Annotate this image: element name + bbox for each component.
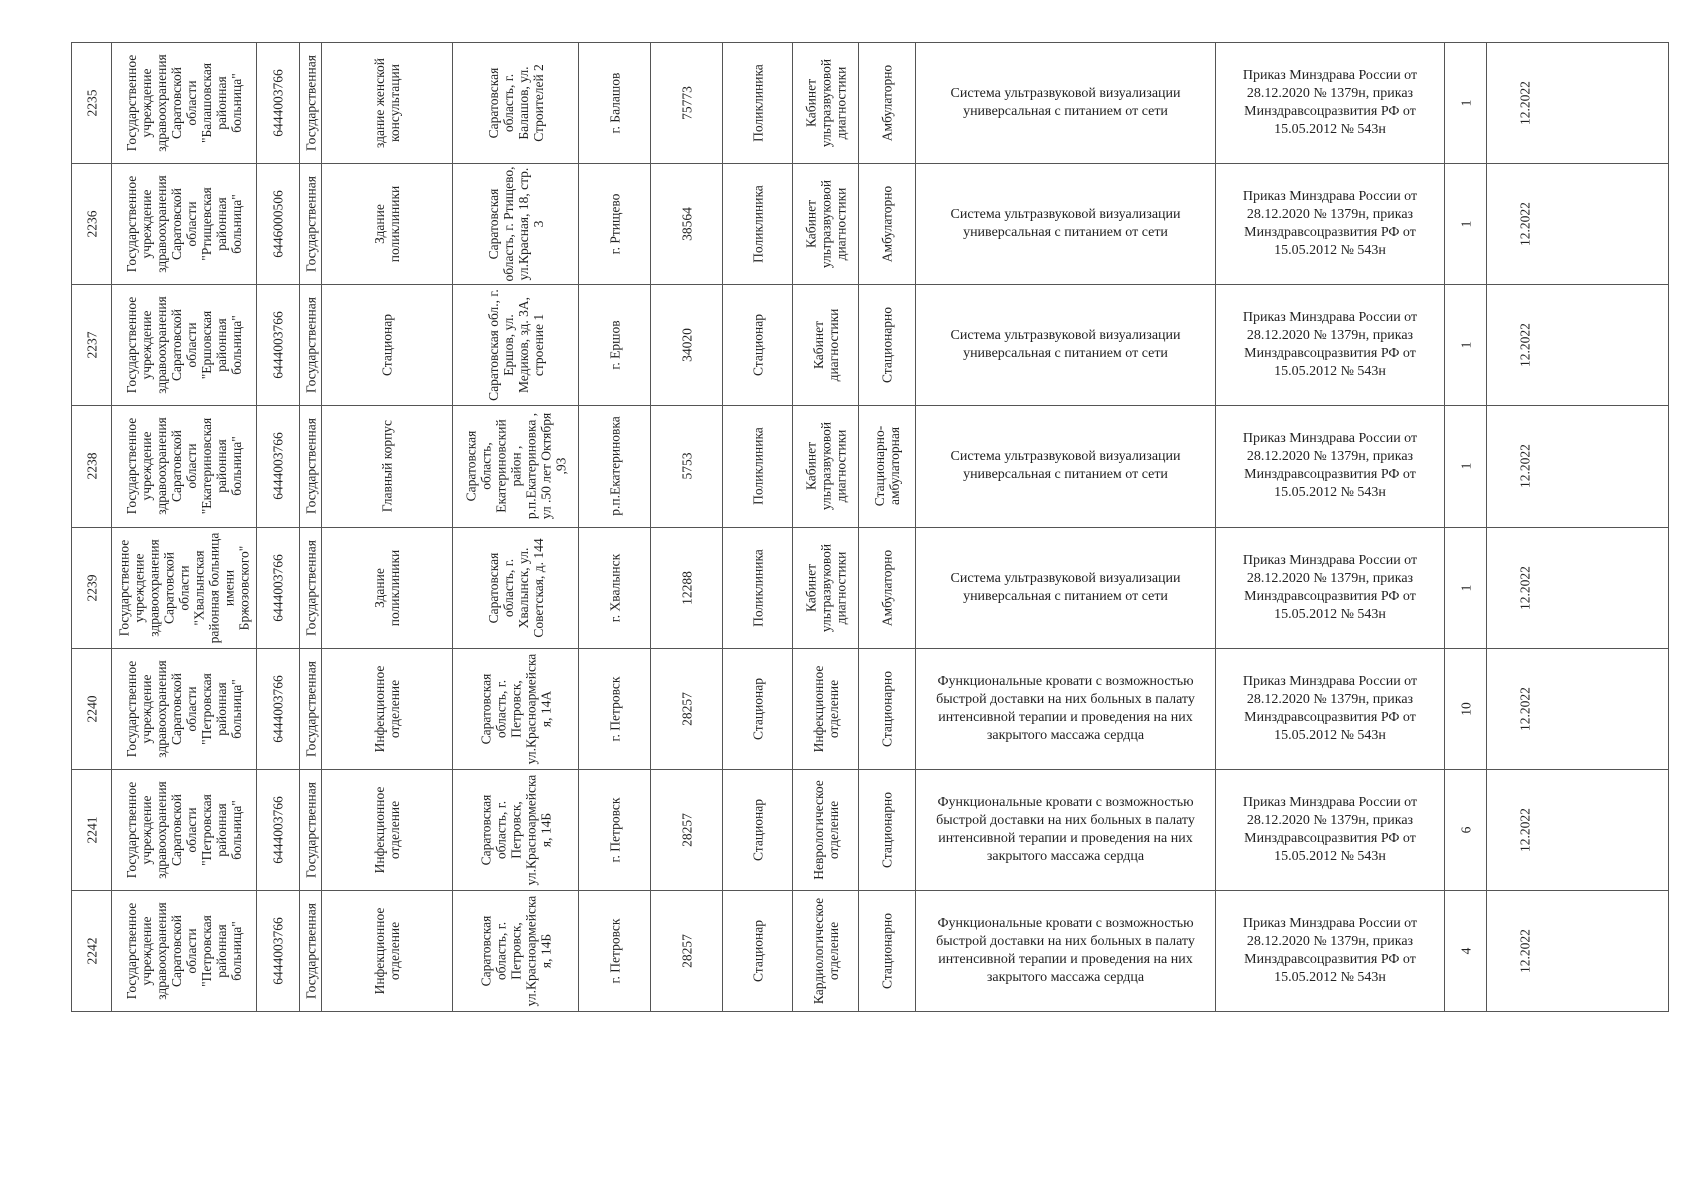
cell-text-quantity: 6: [1458, 826, 1473, 834]
cell-text-inn: 6444003766: [270, 311, 286, 379]
table-cell-order: [1216, 164, 1444, 284]
table-cell-building: [322, 43, 452, 163]
cell-text-quantity: 1: [1458, 99, 1473, 107]
cell-text-facility-type: Поликлиника: [750, 185, 765, 263]
cell-text-institution: Государственное учреждение здравоохранения Саратовской области "Екатериновская районная больница": [124, 417, 244, 515]
cell-text-care-mode: Амбулаторно: [879, 64, 895, 142]
cell-text-population: 28257: [679, 692, 694, 726]
cell-text-address: Саратовская область, г. Петровск, ул.Красноармейская, 14А: [478, 653, 553, 765]
cell-text-population: 75773: [679, 86, 694, 120]
table-cell-department: [793, 649, 858, 769]
table-cell-facility-type: [723, 164, 792, 284]
cell-text-population: 12288: [679, 571, 694, 605]
cell-text-population: 34020: [679, 328, 694, 362]
table-cell-ownership: [300, 406, 321, 526]
table-cell-inn: [257, 285, 299, 405]
cell-text-settlement: г. Петровск: [607, 797, 622, 863]
cell-text-order: Приказ Минздрава России от 28.12.2020 № 1379н, приказ Минздравсоцразвития РФ от 15.05.2012 № 543н: [1242, 553, 1418, 622]
cell-text-address: Саратовская обл., г. Ершов, ул. Медиков, зд. 3А, строение 1: [485, 289, 546, 401]
table-cell-equipment: [916, 164, 1215, 284]
cell-text-ownership: Государственная: [303, 903, 318, 999]
table-cell-care-mode: [859, 164, 915, 284]
cell-text-inn: 6444003766: [270, 675, 286, 743]
table-cell-building: [322, 528, 452, 648]
table-cell-date: [1487, 770, 1669, 890]
cell-text-care-mode: Амбулаторно: [879, 549, 895, 627]
table-cell-date: [1487, 285, 1669, 405]
cell-text-address: Саратовская область, г. Петровск, ул.Красноармейская, 14Б: [478, 895, 553, 1007]
table-cell-department: [793, 528, 858, 648]
cell-text-order: Приказ Минздрава России от 28.12.2020 № 1379н, приказ Минздравсоцразвития РФ от 15.05.2012 № 543н: [1242, 431, 1418, 500]
table-cell-order: [1216, 43, 1444, 163]
table-cell-building: [322, 285, 452, 405]
cell-text-inn: 6444003766: [270, 917, 286, 985]
table-cell-facility-type: [723, 285, 792, 405]
table-cell-inn: [257, 43, 299, 163]
cell-text-ownership: Государственная: [303, 297, 318, 393]
cell-text-inn: 6446000506: [270, 190, 286, 258]
table-cell-ownership: [300, 770, 321, 890]
table-cell-settlement: [579, 43, 650, 163]
table-cell-quantity: [1445, 43, 1486, 163]
table-cell-facility-type: [723, 770, 792, 890]
cell-text-date: 12.2022: [1517, 323, 1533, 367]
cell-text-num: 2238: [84, 452, 99, 480]
cell-text-equipment: Система ультразвуковой визуализации универсальная с питанием от сети: [950, 571, 1181, 604]
table-cell-ownership: [300, 43, 321, 163]
table-cell-equipment: [916, 770, 1215, 890]
cell-text-facility-type: Стационар: [750, 313, 765, 377]
cell-text-equipment: Функциональные кровати с возможностью быстрой доставки на них больных в палату интенсивной терапии и проведения на них закрытого массажа сердца: [936, 795, 1195, 864]
cell-text-facility-type: Стационар: [750, 798, 765, 862]
table-cell-quantity: [1445, 528, 1486, 648]
cell-text-building: Инфекционное отделение: [372, 665, 402, 753]
table-cell-facility-type: [723, 43, 792, 163]
cell-text-equipment: Система ультразвуковой визуализации универсальная с питанием от сети: [950, 328, 1181, 361]
cell-text-ownership: Государственная: [303, 661, 318, 757]
table-cell-ownership: [300, 528, 321, 648]
table-cell-department: [793, 43, 858, 163]
cell-text-department: Кардиологическое отделение: [810, 897, 841, 1005]
table-cell-facility-type: [723, 528, 792, 648]
cell-text-quantity: 1: [1458, 462, 1473, 470]
cell-text-building: Стационар: [379, 313, 395, 377]
table-cell-ownership: [300, 285, 321, 405]
cell-text-population: 5753: [679, 452, 694, 480]
table-cell-population: [651, 285, 722, 405]
table-cell-order: [1216, 528, 1444, 648]
table-cell-building: [322, 649, 452, 769]
table-cell-quantity: [1445, 649, 1486, 769]
table-cell-ownership: [300, 891, 321, 1011]
table-cell-settlement: [579, 891, 650, 1011]
table-cell-department: [793, 285, 858, 405]
cell-text-facility-type: Поликлиника: [750, 64, 765, 142]
cell-text-date: 12.2022: [1517, 202, 1533, 246]
table-cell-population: [651, 649, 722, 769]
cell-text-settlement: г. Хвалынск: [607, 553, 622, 623]
cell-text-institution: Государственное учреждение здравоохранения Саратовской области "Петровская районная больница": [124, 660, 244, 758]
table-cell-building: [322, 406, 452, 526]
cell-text-institution: Государственное учреждение здравоохранения Саратовской области "Хвалынская районная больница имени Бржозовского": [116, 532, 252, 644]
table-cell-date: [1487, 43, 1669, 163]
table-cell-inn: [257, 528, 299, 648]
cell-text-address: Саратовская область, г. Хвалынск, ул. Советская, д. 144: [485, 538, 546, 638]
cell-text-address: Саратовская область, г. Балашов, ул. Строителей 2: [485, 64, 546, 142]
table-cell-num: [72, 164, 111, 284]
table-cell-institution: [112, 891, 256, 1011]
table-cell-address: [453, 891, 578, 1011]
table-cell-equipment: [916, 528, 1215, 648]
table-cell-address: [453, 528, 578, 648]
table-cell-address: [453, 406, 578, 526]
cell-text-ownership: Государственная: [303, 782, 318, 878]
table-cell-care-mode: [859, 649, 915, 769]
table-cell-institution: [112, 285, 256, 405]
table-cell-order: [1216, 770, 1444, 890]
table-cell-inn: [257, 649, 299, 769]
table-cell-care-mode: [859, 770, 915, 890]
table-cell-ownership: [300, 649, 321, 769]
table-cell-settlement: [579, 528, 650, 648]
cell-text-order: Приказ Минздрава России от 28.12.2020 № 1379н, приказ Минздравсоцразвития РФ от 15.05.2012 № 543н: [1242, 674, 1418, 743]
cell-text-num: 2241: [84, 816, 99, 844]
table-cell-institution: [112, 164, 256, 284]
table-cell-inn: [257, 891, 299, 1011]
table-cell-population: [651, 406, 722, 526]
cell-text-address: Саратовская область, г. Петровск, ул.Красноармейская, 14Б: [478, 774, 553, 886]
table-cell-order: [1216, 285, 1444, 405]
cell-text-date: 12.2022: [1517, 444, 1533, 488]
cell-text-care-mode: Амбулаторно: [879, 185, 895, 263]
cell-text-institution: Государственное учреждение здравоохранения Саратовской области "Петровская районная больница": [124, 781, 244, 879]
table-row-divider: [71, 1011, 1669, 1012]
cell-text-institution: Государственное учреждение здравоохранения Саратовской области "Балашовская районная больница": [124, 54, 244, 152]
cell-text-building: Главный корпус: [379, 419, 395, 513]
table-cell-facility-type: [723, 649, 792, 769]
table-cell-num: [72, 770, 111, 890]
table-cell-inn: [257, 164, 299, 284]
cell-text-settlement: г. Петровск: [607, 676, 622, 742]
cell-text-department: Кабинет ультразвуковой диагностики: [803, 58, 848, 148]
table-cell-date: [1487, 164, 1669, 284]
table-cell-settlement: [579, 770, 650, 890]
table-cell-num: [72, 528, 111, 648]
table-cell-date: [1487, 406, 1669, 526]
table-cell-quantity: [1445, 891, 1486, 1011]
cell-text-order: Приказ Минздрава России от 28.12.2020 № 1379н, приказ Минздравсоцразвития РФ от 15.05.2012 № 543н: [1242, 310, 1418, 379]
table-cell-facility-type: [723, 406, 792, 526]
cell-text-ownership: Государственная: [303, 55, 318, 151]
cell-text-care-mode: Стационарно: [879, 791, 895, 869]
cell-text-equipment: Система ультразвуковой визуализации универсальная с питанием от сети: [950, 449, 1181, 482]
table-cell-building: [322, 891, 452, 1011]
table-cell-equipment: [916, 43, 1215, 163]
cell-text-department: Кабинет диагностики: [810, 308, 841, 382]
table-cell-num: [72, 649, 111, 769]
cell-text-settlement: г. Ершов: [607, 320, 622, 370]
table-cell-date: [1487, 528, 1669, 648]
table-cell-order: [1216, 891, 1444, 1011]
table-cell-care-mode: [859, 528, 915, 648]
cell-text-building: Здание поликлиники: [372, 185, 402, 263]
table-cell-institution: [112, 770, 256, 890]
cell-text-facility-type: Стационар: [750, 919, 765, 983]
table-cell-settlement: [579, 285, 650, 405]
cell-text-settlement: г. Петровск: [607, 918, 622, 984]
table-cell-order: [1216, 406, 1444, 526]
cell-text-date: 12.2022: [1517, 566, 1533, 610]
cell-text-num: 2235: [84, 89, 99, 117]
rotated-data-table: [71, 42, 1669, 1012]
cell-text-inn: 6444003766: [270, 432, 286, 500]
cell-text-order: Приказ Минздрава России от 28.12.2020 № 1379н, приказ Минздравсоцразвития РФ от 15.05.2012 № 543н: [1242, 68, 1418, 137]
cell-text-order: Приказ Минздрава России от 28.12.2020 № 1379н, приказ Минздравсоцразвития РФ от 15.05.2012 № 543н: [1242, 795, 1418, 864]
table-cell-building: [322, 164, 452, 284]
table-cell-population: [651, 164, 722, 284]
cell-text-equipment: Система ультразвуковой визуализации универсальная с питанием от сети: [950, 86, 1181, 119]
cell-text-institution: Государственное учреждение здравоохранения Саратовской области "Ершовская районная больница": [124, 296, 244, 394]
cell-text-num: 2242: [84, 937, 99, 965]
cell-text-building: здание женской консультации: [372, 58, 402, 148]
table-cell-quantity: [1445, 406, 1486, 526]
cell-text-care-mode: Стационарно: [879, 306, 895, 384]
table-cell-institution: [112, 649, 256, 769]
cell-text-institution: Государственное учреждение здравоохранения Саратовской области "Ртищевская районная больница": [124, 175, 244, 273]
cell-text-institution: Государственное учреждение здравоохранения Саратовской области "Петровская районная больница": [124, 902, 244, 1000]
table-cell-settlement: [579, 406, 650, 526]
table-cell-quantity: [1445, 285, 1486, 405]
table-cell-population: [651, 43, 722, 163]
table-cell-inn: [257, 770, 299, 890]
cell-text-building: Инфекционное отделение: [372, 786, 402, 874]
cell-text-department: Кабинет ультразвуковой диагностики: [803, 543, 848, 633]
cell-text-date: 12.2022: [1517, 808, 1533, 852]
table-cell-equipment: [916, 406, 1215, 526]
cell-text-date: 12.2022: [1517, 81, 1533, 125]
table-cell-care-mode: [859, 891, 915, 1011]
cell-text-inn: 6444003766: [270, 69, 286, 137]
table-cell-facility-type: [723, 891, 792, 1011]
cell-text-ownership: Государственная: [303, 418, 318, 514]
table-cell-num: [72, 285, 111, 405]
cell-text-quantity: 1: [1458, 584, 1473, 592]
cell-text-quantity: 1: [1458, 341, 1473, 349]
cell-text-care-mode: Стационарно: [879, 912, 895, 990]
cell-text-facility-type: Стационар: [750, 677, 765, 741]
table-cell-department: [793, 164, 858, 284]
cell-text-equipment: Функциональные кровати с возможностью быстрой доставки на них больных в палату интенсивной терапии и проведения на них закрытого массажа сердца: [936, 674, 1195, 743]
table-cell-care-mode: [859, 285, 915, 405]
table-cell-care-mode: [859, 43, 915, 163]
table-cell-institution: [112, 43, 256, 163]
table-cell-care-mode: [859, 406, 915, 526]
table-cell-num: [72, 43, 111, 163]
table-cell-department: [793, 770, 858, 890]
table-cell-institution: [112, 406, 256, 526]
cell-text-department: Неврологическое отделение: [810, 780, 841, 880]
cell-text-department: Кабинет ультразвуковой диагностики: [803, 421, 848, 511]
table-cell-department: [793, 406, 858, 526]
table-cell-quantity: [1445, 770, 1486, 890]
cell-text-department: Инфекционное отделение: [810, 665, 841, 753]
cell-text-settlement: р.п.Екатериновка: [607, 416, 622, 516]
cell-text-equipment: Система ультразвуковой визуализации универсальная с питанием от сети: [950, 207, 1181, 240]
cell-text-date: 12.2022: [1517, 929, 1533, 973]
cell-text-population: 28257: [679, 934, 694, 968]
cell-text-num: 2237: [84, 331, 99, 359]
table-cell-ownership: [300, 164, 321, 284]
cell-text-population: 28257: [679, 813, 694, 847]
table-cell-address: [453, 649, 578, 769]
cell-text-population: 38564: [679, 207, 694, 241]
table-cell-institution: [112, 528, 256, 648]
cell-text-facility-type: Поликлиника: [750, 427, 765, 505]
table-cell-equipment: [916, 285, 1215, 405]
cell-text-care-mode: Стационарно-амбулаторная: [872, 425, 902, 507]
table-cell-num: [72, 891, 111, 1011]
cell-text-building: Инфекционное отделение: [372, 907, 402, 995]
cell-text-quantity: 1: [1458, 220, 1473, 228]
cell-text-building: Здание поликлиники: [372, 549, 402, 627]
table-cell-date: [1487, 891, 1669, 1011]
table-cell-order: [1216, 649, 1444, 769]
cell-text-num: 2240: [84, 695, 99, 723]
table-cell-population: [651, 528, 722, 648]
cell-text-department: Кабинет ультразвуковой диагностики: [803, 179, 848, 269]
table-cell-settlement: [579, 164, 650, 284]
cell-text-ownership: Государственная: [303, 540, 318, 636]
cell-text-settlement: г. Ртищево: [607, 193, 622, 255]
cell-text-inn: 6444003766: [270, 796, 286, 864]
table-cell-quantity: [1445, 164, 1486, 284]
cell-text-settlement: г. Балашов: [607, 72, 622, 134]
cell-text-facility-type: Поликлиника: [750, 549, 765, 627]
cell-text-order: Приказ Минздрава России от 28.12.2020 № 1379н, приказ Минздравсоцразвития РФ от 15.05.2012 № 543н: [1242, 916, 1418, 985]
table-cell-population: [651, 770, 722, 890]
cell-text-num: 2239: [84, 574, 99, 602]
table-cell-address: [453, 285, 578, 405]
cell-text-order: Приказ Минздрава России от 28.12.2020 № 1379н, приказ Минздравсоцразвития РФ от 15.05.2012 № 543н: [1242, 189, 1418, 258]
table-cell-date: [1487, 649, 1669, 769]
table-cell-equipment: [916, 649, 1215, 769]
cell-text-ownership: Государственная: [303, 176, 318, 272]
table-cell-num: [72, 406, 111, 526]
cell-text-equipment: Функциональные кровати с возможностью быстрой доставки на них больных в палату интенсивной терапии и проведения на них закрытого массажа сердца: [936, 916, 1195, 985]
cell-text-address: Саратовская область, г. Ртищево, ул.Красная, 18, стр. 3: [485, 166, 546, 282]
table-cell-address: [453, 43, 578, 163]
cell-text-quantity: 4: [1458, 947, 1473, 955]
table-cell-department: [793, 891, 858, 1011]
table-cell-address: [453, 164, 578, 284]
table-cell-equipment: [916, 891, 1215, 1011]
table-cell-settlement: [579, 649, 650, 769]
cell-text-care-mode: Стационарно: [879, 670, 895, 748]
cell-text-address: Саратовская область, Екатериновский район , р.п.Екатериновка , ул .50 лет Октября ,93: [463, 412, 568, 520]
table-cell-building: [322, 770, 452, 890]
cell-text-inn: 6444003766: [270, 554, 286, 622]
table-cell-address: [453, 770, 578, 890]
cell-text-date: 12.2022: [1517, 687, 1533, 731]
table-cell-inn: [257, 406, 299, 526]
cell-text-num: 2236: [84, 210, 99, 238]
cell-text-quantity: 10: [1458, 702, 1473, 716]
table-cell-population: [651, 891, 722, 1011]
